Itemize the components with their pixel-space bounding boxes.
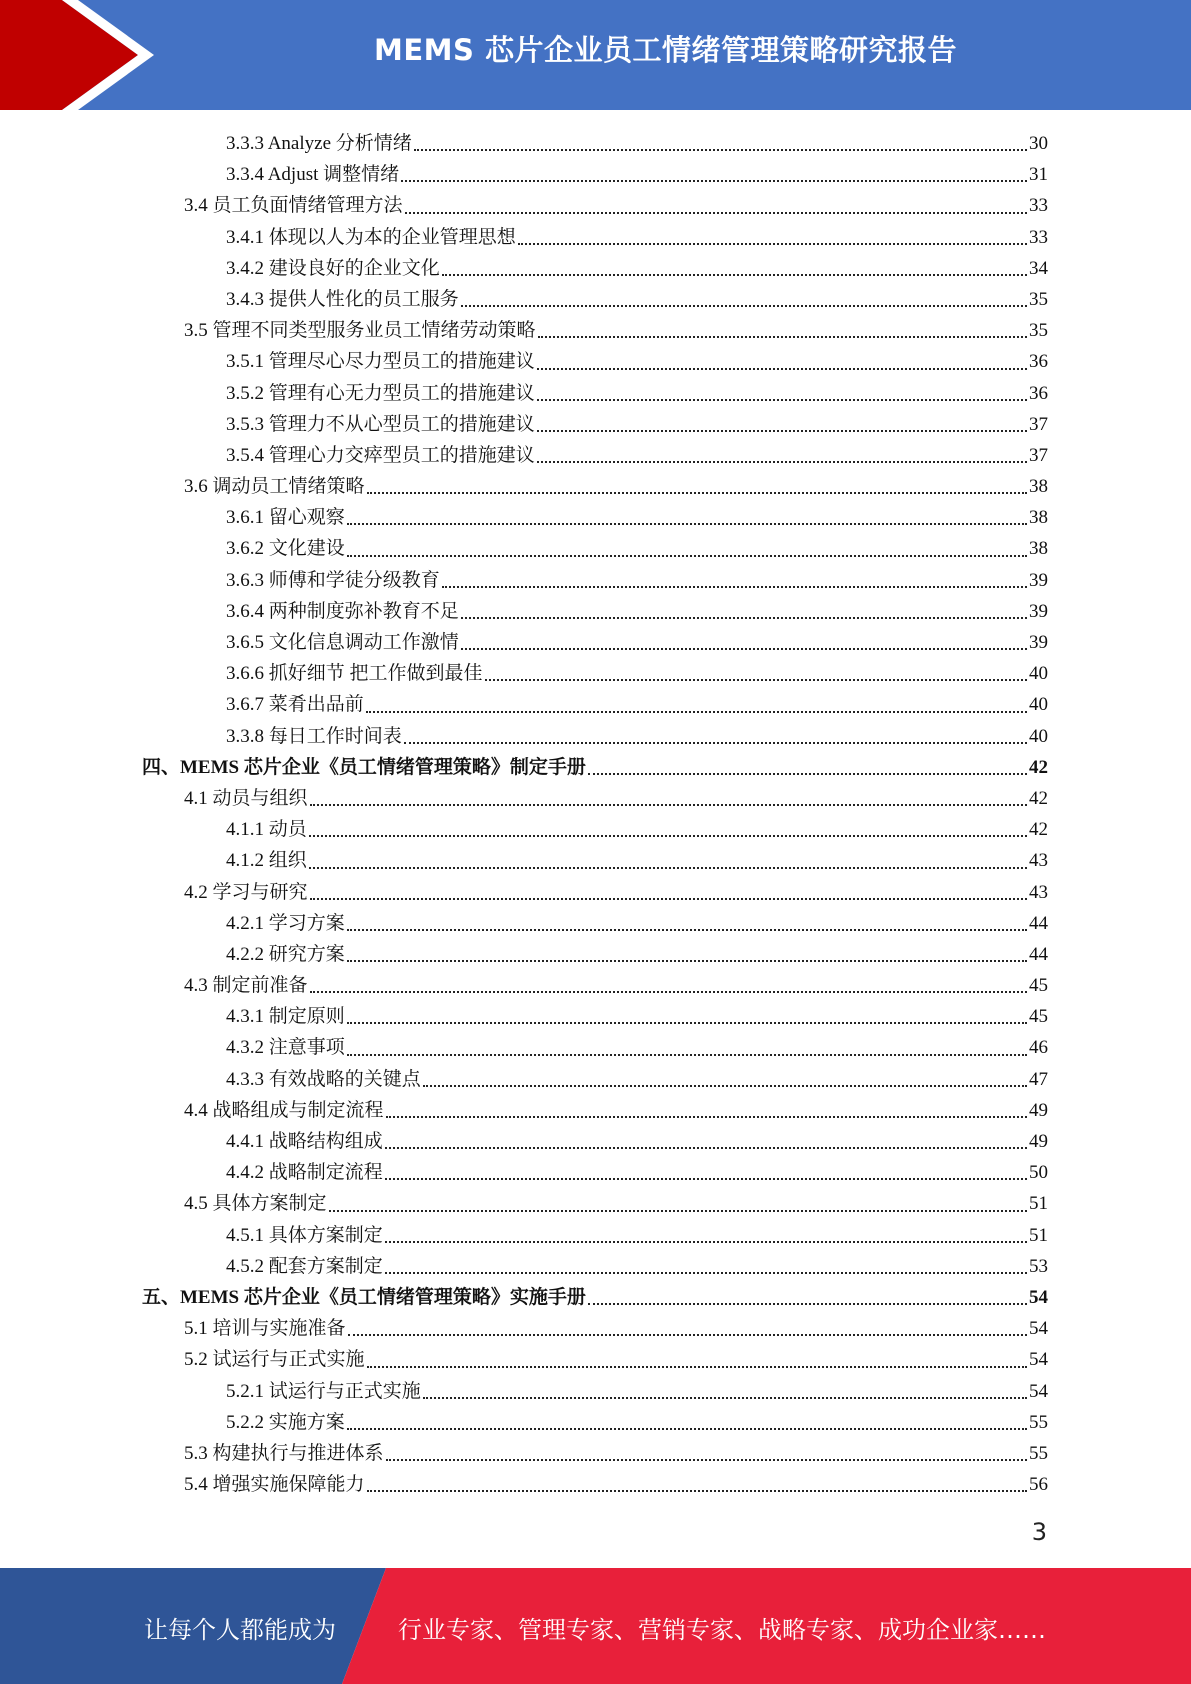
toc-entry-title: 3.6 调动员工情绪策略	[184, 476, 365, 498]
toc-dot-leader	[310, 991, 1027, 993]
toc-entry[interactable]	[142, 315, 1048, 346]
toc-entry[interactable]	[142, 284, 1048, 315]
toc-entry-page: 47	[1029, 1068, 1048, 1090]
toc-entry[interactable]	[142, 627, 1048, 658]
toc-entry[interactable]	[142, 190, 1048, 221]
toc-entry[interactable]	[142, 1282, 1048, 1313]
toc-entry-title: 4.3 制定前准备	[184, 975, 308, 997]
toc-entry[interactable]	[142, 1344, 1048, 1375]
toc-dot-leader	[423, 1085, 1027, 1087]
toc-entry[interactable]	[142, 721, 1048, 752]
toc-entry-page: 42	[1029, 787, 1048, 809]
toc-dot-leader	[423, 1397, 1027, 1399]
toc-entry-title: 3.5.1 管理尽心尽力型员工的措施建议	[226, 351, 535, 373]
toc-dot-leader	[366, 711, 1027, 713]
toc-dot-leader	[442, 274, 1027, 276]
toc-entry-page: 40	[1029, 694, 1048, 716]
toc-entry-page: 30	[1029, 133, 1048, 154]
toc-entry-title: 3.3.4 Adjust 调整情绪	[226, 164, 400, 186]
toc-entry-page: 31	[1029, 164, 1048, 186]
toc-entry[interactable]	[142, 1064, 1048, 1095]
toc-dot-leader	[485, 679, 1027, 681]
toc-entry[interactable]	[142, 533, 1048, 564]
toc-entry-title: 4.5.2 配套方案制定	[226, 1255, 383, 1277]
toc-dot-leader	[442, 586, 1027, 588]
toc-entry[interactable]	[142, 1157, 1048, 1188]
toc-dot-leader	[385, 1272, 1027, 1274]
toc-dot-leader	[310, 898, 1027, 900]
toc-entry-page: 40	[1029, 725, 1048, 747]
toc-dot-leader	[367, 492, 1027, 494]
toc-dot-leader	[461, 617, 1027, 619]
toc-entry[interactable]	[142, 814, 1048, 845]
toc-entry-title: 4.1.1 动员	[226, 819, 307, 841]
toc-entry-page: 33	[1029, 195, 1048, 217]
toc-entry-title: 4.4.2 战略制定流程	[226, 1162, 383, 1184]
toc-dot-leader	[404, 742, 1027, 744]
toc-dot-leader	[538, 336, 1027, 338]
toc-entry[interactable]	[142, 970, 1048, 1001]
toc-entry-page: 45	[1029, 1006, 1048, 1028]
page-header	[0, 0, 1191, 110]
toc-entry-title: 4.2.2 研究方案	[226, 943, 345, 965]
toc-entry-title: 3.5 管理不同类型服务业员工情绪劳动策略	[184, 320, 536, 342]
toc-entry[interactable]	[142, 1313, 1048, 1344]
toc-entry[interactable]	[142, 565, 1048, 596]
toc-entry-page: 36	[1029, 351, 1048, 373]
toc-entry[interactable]	[142, 1438, 1048, 1469]
toc-entry[interactable]	[142, 471, 1048, 502]
toc-entry[interactable]	[142, 1251, 1048, 1282]
toc-entry[interactable]	[142, 752, 1048, 783]
toc-entry-title: 5.2 试运行与正式实施	[184, 1349, 365, 1371]
toc-entry-page: 53	[1029, 1255, 1048, 1277]
toc-entry-page: 46	[1029, 1037, 1048, 1059]
toc-entry-title: 4.5.1 具体方案制定	[226, 1224, 383, 1246]
toc-entry-title: 3.6.2 文化建设	[226, 538, 345, 560]
toc-entry[interactable]	[142, 222, 1048, 253]
toc-entry[interactable]	[142, 1126, 1048, 1157]
toc-dot-leader	[310, 804, 1027, 806]
toc-entry[interactable]	[142, 1376, 1048, 1407]
toc-dot-leader	[347, 523, 1027, 525]
toc-entry-page: 35	[1029, 320, 1048, 342]
table-of-contents	[142, 128, 1048, 1500]
toc-entry-title: 4.3.3 有效战略的关键点	[226, 1068, 421, 1090]
toc-entry-title: 4.4.1 战略结构组成	[226, 1131, 383, 1152]
toc-dot-leader	[386, 1459, 1027, 1461]
toc-entry-page: 33	[1029, 226, 1048, 248]
toc-entry[interactable]	[142, 1001, 1048, 1032]
toc-entry[interactable]	[142, 253, 1048, 284]
toc-entry[interactable]	[142, 1032, 1048, 1063]
toc-entry-page: 56	[1029, 1474, 1048, 1496]
toc-dot-leader	[347, 960, 1027, 962]
toc-entry[interactable]	[142, 1220, 1048, 1251]
toc-entry-page: 39	[1029, 600, 1048, 622]
toc-entry[interactable]	[142, 596, 1048, 627]
toc-entry-page: 49	[1029, 1131, 1048, 1152]
toc-entry-title: 3.6.3 师傅和学徒分级教育	[226, 569, 440, 591]
toc-dot-leader	[537, 399, 1027, 401]
toc-entry-title: 5.1 培训与实施准备	[184, 1318, 346, 1340]
toc-entry-title: 4.5 具体方案制定	[184, 1193, 327, 1215]
toc-entry[interactable]	[142, 159, 1048, 190]
toc-dot-leader	[518, 243, 1027, 245]
toc-entry-title: 4.4 战略组成与制定流程	[184, 1099, 384, 1121]
toc-entry-page: 37	[1029, 413, 1048, 435]
toc-entry[interactable]	[142, 128, 1048, 159]
toc-entry-title: 5.4 增强实施保障能力	[184, 1474, 365, 1496]
toc-entry[interactable]	[142, 877, 1048, 908]
toc-dot-leader	[386, 1116, 1027, 1118]
toc-entry-page: 39	[1029, 632, 1048, 653]
toc-entry[interactable]	[142, 1095, 1048, 1126]
toc-entry-page: 44	[1029, 943, 1048, 965]
toc-dot-leader	[329, 1210, 1027, 1212]
toc-entry-title: 3.6.7 菜肴出品前	[226, 694, 364, 716]
toc-entry[interactable]	[142, 1469, 1048, 1500]
footer-slogan-right: 行业专家、管理专家、营销专家、战略专家、成功企业家……	[398, 1616, 1046, 1644]
toc-entry-page: 39	[1029, 569, 1048, 591]
toc-dot-leader	[537, 430, 1027, 432]
toc-entry-title: 4.3.2 注意事项	[226, 1037, 345, 1059]
toc-entry-title: 四、MEMS 芯片企业《员工情绪管理策略》制定手册	[142, 756, 586, 778]
toc-entry-title: 4.1 动员与组织	[184, 787, 308, 809]
toc-entry-page: 54	[1029, 1380, 1048, 1402]
toc-entry[interactable]	[142, 783, 1048, 814]
toc-dot-leader	[347, 1054, 1027, 1056]
toc-entry-page: 54	[1029, 1318, 1048, 1340]
toc-entry-page: 42	[1029, 756, 1048, 778]
toc-entry-page: 50	[1029, 1162, 1048, 1184]
toc-entry-title: 3.4.1 体现以人为本的企业管理思想	[226, 226, 516, 248]
toc-entry-title: 3.5.2 管理有心无力型员工的措施建议	[226, 382, 535, 404]
toc-dot-leader	[405, 212, 1027, 214]
toc-entry[interactable]	[142, 346, 1048, 377]
toc-entry[interactable]	[142, 409, 1048, 440]
toc-entry-page: 44	[1029, 912, 1048, 934]
toc-entry-page: 36	[1029, 382, 1048, 404]
toc-entry-title: 3.4 员工负面情绪管理方法	[184, 195, 403, 217]
toc-entry-page: 43	[1029, 881, 1048, 903]
toc-dot-leader	[309, 867, 1027, 869]
toc-dot-leader	[347, 1022, 1027, 1024]
toc-entry[interactable]	[142, 845, 1048, 876]
toc-entry-page: 40	[1029, 663, 1048, 685]
toc-entry-title: 3.5.4 管理心力交瘁型员工的措施建议	[226, 444, 535, 466]
toc-entry-page: 35	[1029, 288, 1048, 310]
toc-entry-page: 38	[1029, 538, 1048, 560]
toc-dot-leader	[588, 773, 1027, 775]
toc-dot-leader	[537, 461, 1027, 463]
toc-entry-page: 38	[1029, 507, 1048, 529]
toc-entry-page: 37	[1029, 444, 1048, 466]
toc-dot-leader	[347, 929, 1027, 931]
toc-dot-leader	[385, 1178, 1027, 1180]
toc-entry[interactable]	[142, 502, 1048, 533]
toc-entry-page: 38	[1029, 476, 1048, 498]
page-number: 3	[1031, 1518, 1047, 1546]
toc-dot-leader	[348, 1334, 1027, 1336]
toc-entry-title: 3.6.6 抓好细节 把工作做到最佳	[226, 663, 483, 685]
toc-dot-leader	[588, 1303, 1027, 1305]
toc-entry-page: 54	[1029, 1286, 1048, 1308]
toc-entry-title: 3.4.3 提供人性化的员工服务	[226, 288, 459, 310]
toc-entry-page: 51	[1029, 1224, 1048, 1246]
toc-entry[interactable]	[142, 658, 1048, 689]
toc-entry[interactable]	[142, 908, 1048, 939]
toc-entry-page: 43	[1029, 850, 1048, 872]
toc-entry[interactable]	[142, 939, 1048, 970]
toc-dot-leader	[461, 648, 1027, 650]
toc-entry-title: 3.3.8 每日工作时间表	[226, 725, 402, 747]
toc-dot-leader	[347, 555, 1027, 557]
toc-entry-title: 4.2.1 学习方案	[226, 912, 345, 934]
toc-entry-page: 42	[1029, 819, 1048, 841]
toc-dot-leader	[414, 149, 1027, 151]
toc-entry[interactable]	[142, 689, 1048, 720]
toc-entry-title: 3.3.3 Analyze 分析情绪	[226, 133, 412, 154]
toc-entry-page: 54	[1029, 1349, 1048, 1371]
toc-entry-title: 五、MEMS 芯片企业《员工情绪管理策略》实施手册	[142, 1286, 586, 1308]
toc-dot-leader	[347, 1428, 1027, 1430]
toc-entry-page: 55	[1029, 1442, 1048, 1464]
toc-entry-page: 45	[1029, 975, 1048, 997]
toc-dot-leader	[367, 1366, 1027, 1368]
toc-dot-leader	[309, 835, 1027, 837]
toc-entry-title: 4.2 学习与研究	[184, 881, 308, 903]
toc-entry-title: 3.6.4 两种制度弥补教育不足	[226, 600, 459, 622]
toc-entry-title: 3.6.1 留心观察	[226, 507, 345, 529]
toc-entry-page: 55	[1029, 1411, 1048, 1433]
toc-dot-leader	[401, 180, 1027, 182]
toc-entry[interactable]	[142, 1407, 1048, 1438]
toc-entry-page: 49	[1029, 1099, 1048, 1121]
toc-entry-title: 5.2.1 试运行与正式实施	[226, 1380, 421, 1402]
toc-entry[interactable]	[142, 1188, 1048, 1219]
toc-entry-title: 3.4.2 建设良好的企业文化	[226, 257, 440, 279]
toc-entry-title: 3.6.5 文化信息调动工作激情	[226, 632, 459, 653]
toc-entry[interactable]	[142, 440, 1048, 471]
toc-dot-leader	[385, 1147, 1027, 1149]
toc-entry-title: 3.5.3 管理力不从心型员工的措施建议	[226, 413, 535, 435]
toc-entry-title: 4.1.2 组织	[226, 850, 307, 872]
toc-entry-title: 5.3 构建执行与推进体系	[184, 1442, 384, 1464]
toc-entry-title: 5.2.2 实施方案	[226, 1411, 345, 1433]
toc-entry[interactable]	[142, 378, 1048, 409]
toc-entry-page: 34	[1029, 257, 1048, 279]
toc-dot-leader	[537, 368, 1027, 370]
toc-dot-leader	[385, 1241, 1027, 1243]
toc-dot-leader	[461, 305, 1027, 307]
page-footer	[0, 1568, 1191, 1684]
document-title: MEMS 芯片企业员工情绪管理策略研究报告	[373, 33, 957, 67]
toc-dot-leader	[367, 1490, 1027, 1492]
footer-slogan-left: 让每个人都能成为	[144, 1616, 336, 1644]
toc-entry-page: 51	[1029, 1193, 1048, 1215]
toc-entry-title: 4.3.1 制定原则	[226, 1006, 345, 1028]
